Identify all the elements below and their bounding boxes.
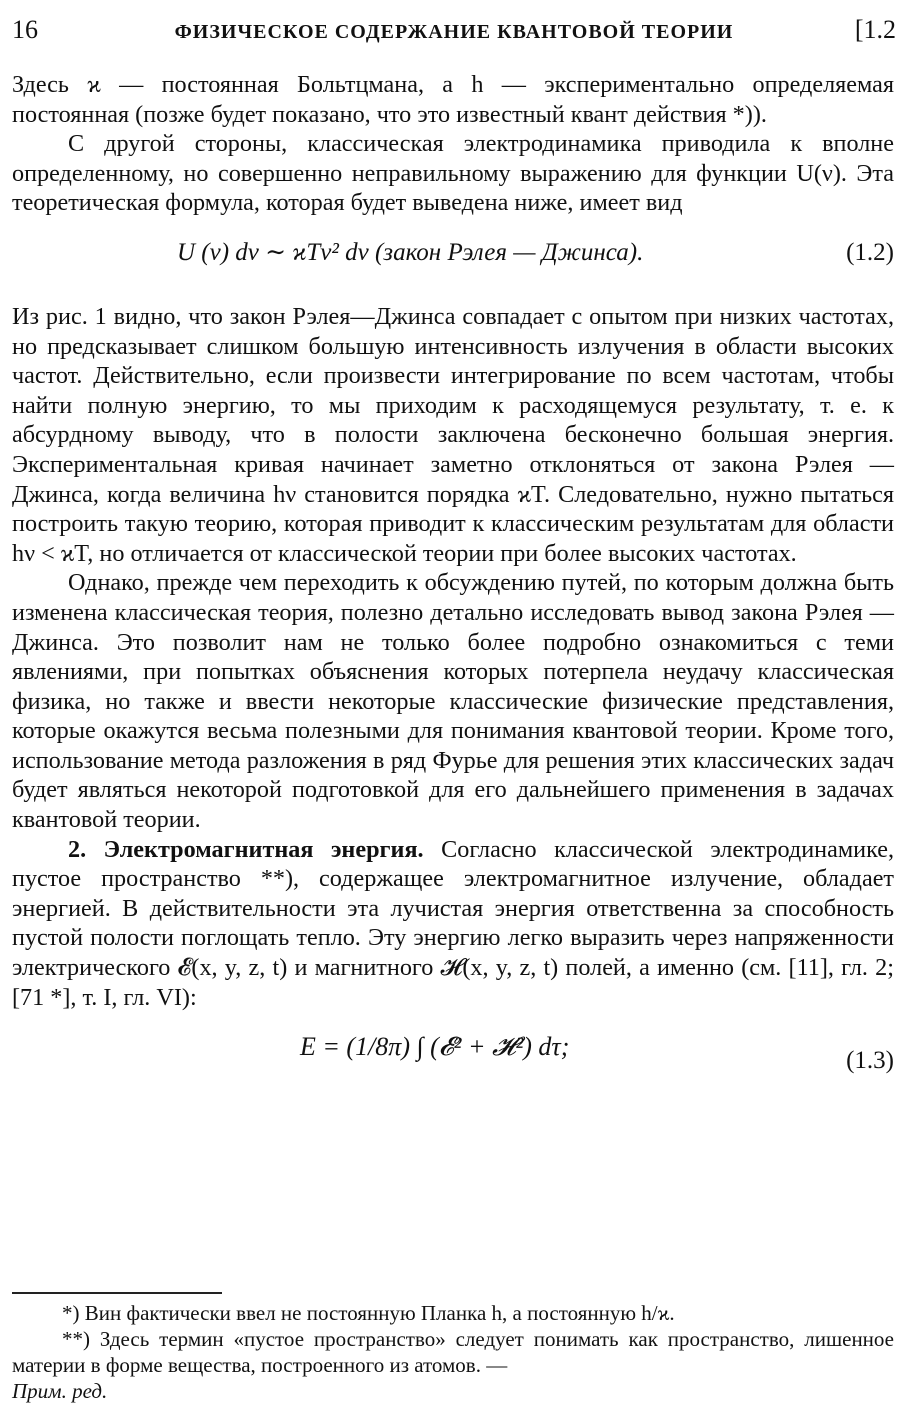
formula-1-3	[12, 1024, 894, 1120]
section-heading: 2. Электромагнитная энергия.	[68, 835, 424, 863]
footnote-2-editor-note: Прим. ред.	[12, 1379, 108, 1403]
section-number: [1.2	[854, 15, 896, 44]
paragraph-5-text: Согласно классической электродинамике, пустое пространство **), содержащее электромагнитное излучение, обладает энергией. В действительности эта лучистая энергия ответственна за способность пустой полости поглощать тепло. Эту энергию легко выразить через напряженности электрического 𝓔(x, y, z, t) и магнитного 𝓗(x, y, z, t) полей, а именно (см. [11], гл. 2; [71 *], т. I, гл. VI):	[12, 835, 895, 1011]
footnote-divider	[12, 1292, 222, 1294]
paragraph-3: Из рис. 1 видно, что закон Рэлея—Джинса совпадает с опытом при низких частотах, но предсказывает слишком большую интенсивность излучения в области высоких частот. Действительно, если произвести интегрирование по всем частотам, чтобы найти полную энергию, то мы приходим к расходящемуся результату, т. е. к абсурдному выводу, что в полости заключена бесконечно большая энергия. Экспериментальная кривая начинает заметно отклоняться от закона Рэлея — Джинса, когда величина hν становится порядка ϰT. Следовательно, нужно пытаться построить такую теорию, которая приводит к классическим результатам для области hν < ϰT, но отличается от классической теории при более высоких частотах.	[12, 302, 894, 567]
footnote-2: **) Здесь термин «пустое пространство» следует понимать как пространство, лишенное материи в форме вещества, построенного из атомов. —	[12, 1327, 894, 1377]
formula-1-2	[12, 224, 894, 290]
formula-1-2-number: (1.2)	[846, 238, 894, 266]
formula-1-2-expression: U (ν) dν ∼ ϰTν² dν (закон Рэлея — Джинса).	[177, 238, 644, 266]
paragraph-2: С другой стороны, классическая электродинамика приводила к вполне определенному, но совершенно неправильному выражению для функции U(ν). Эта теоретическая формула, которая будет выведена ниже, имеет вид	[12, 130, 894, 217]
paragraph-4: Однако, прежде чем переходить к обсуждению путей, по которым должна быть изменена классическая теория, полезно детально исследовать вывод закона Рэлея — Джинса. Это позволит нам не только более подробно ознакомиться с теми явлениями, при попытках объяснения которых потерпела неудачу классическая физика, но также и ввести некоторые классические физические представления, которые окажутся весьма полезными для понимания квантовой теории. Кроме того, использование метода разложения в ряд Фурье для решения этих классических задач будет являться некоторой подготовкой для его дальнейшего применения в задачах квантовой теории.	[12, 569, 894, 834]
paragraph-1: Здесь ϰ — постоянная Больтцмана, а h — экспериментально определяемая постоянная (позже будет показано, что это известный квант действия *)).	[12, 71, 894, 128]
running-title: ФИЗИЧЕСКОЕ СОДЕРЖАНИЕ КВАНТОВОЙ ТЕОРИИ	[174, 21, 734, 43]
formula-1-3-expression: E = (1/8π) ∫ (𝓔² + 𝓗²) dτ;	[300, 1032, 570, 1062]
main-text	[12, 70, 894, 1120]
page-number: 16	[12, 15, 38, 44]
formula-1-3-number: (1.3)	[846, 1047, 894, 1075]
footnote-1: *) Вин фактически ввел не постоянную Планка h, а постоянную h/ϰ.	[62, 1301, 675, 1325]
paragraph-5	[12, 835, 894, 1013]
page-header	[12, 12, 896, 48]
footnotes	[12, 1300, 894, 1404]
